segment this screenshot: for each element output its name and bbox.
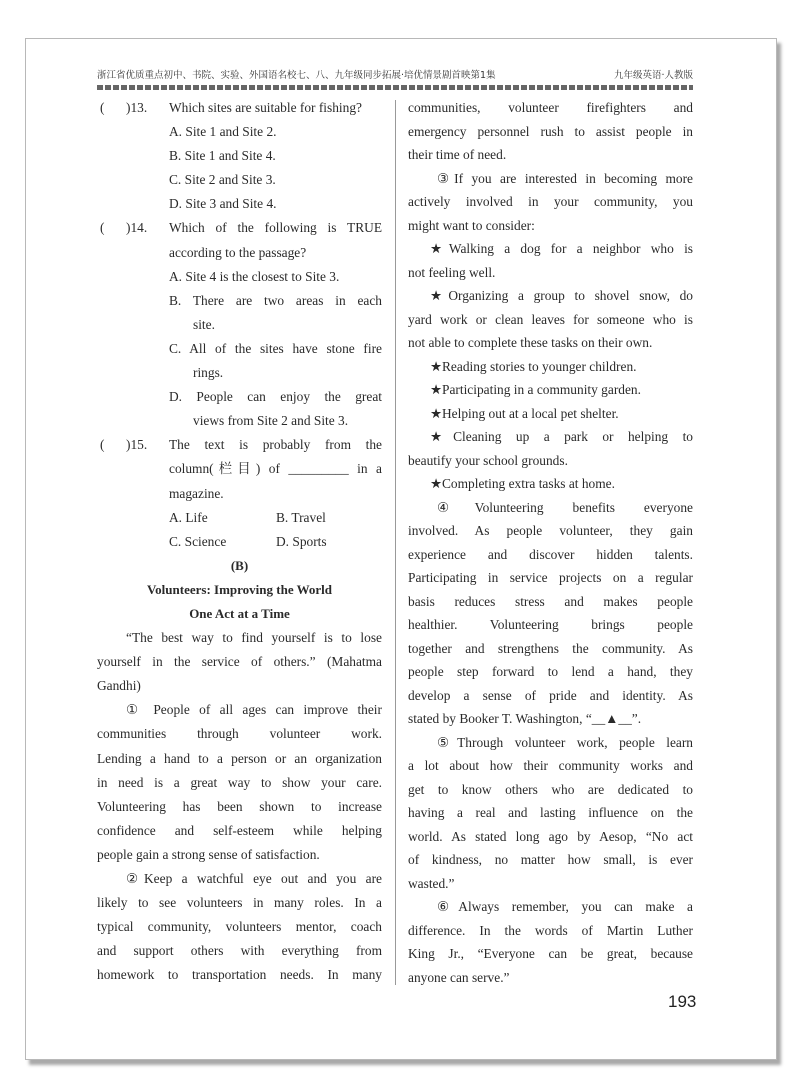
line-text: wasted.” (408, 875, 455, 891)
line-text: Lending a hand to a person or an organization (97, 750, 382, 766)
header-dashed-rule (97, 85, 693, 90)
line-text: world. As stated long ago by Aesop, “No act (408, 828, 693, 844)
line-text: their time of need. (408, 147, 507, 162)
option-line (97, 144, 382, 168)
option-line (97, 120, 382, 144)
para-line (408, 778, 693, 802)
line-text: Gandhi) (97, 678, 141, 694)
column-divider (395, 100, 396, 985)
option-text: D. Sports (276, 533, 327, 549)
answer-bracket: ( (100, 100, 105, 115)
para-line (408, 919, 693, 943)
option-text: A. Life (169, 509, 208, 525)
line-text: ★Helping out at a local pet shelter. (430, 405, 619, 421)
line-text: confidence and self-esteem while helping (97, 822, 382, 838)
header-edition: 九年级英语·人教版 (613, 70, 693, 81)
para-line (408, 754, 693, 778)
para-first-line (97, 626, 382, 650)
line-text: basis reduces stress and makes people (408, 593, 693, 609)
para-line (408, 214, 693, 238)
bullet-line (408, 237, 693, 261)
line-text: Participating in service projects on a regular (408, 570, 693, 585)
line-text: not able to complete these tasks on their own. (408, 335, 653, 350)
page-number: 193 (668, 992, 697, 1011)
answer-bracket: ( (100, 220, 105, 236)
left-column (97, 96, 382, 987)
option-line (97, 265, 382, 289)
line-text: yard work or clean leaves for someone who is (408, 311, 693, 327)
bullet-line (408, 378, 693, 402)
line-text: King Jr., “Everyone can be great, because (408, 946, 693, 961)
bullet-line (408, 472, 693, 496)
line-text: A. Site 1 and Site 2. (169, 124, 277, 140)
line-text: communities through volunteer work. (97, 726, 382, 742)
line-text: not feeling well. (408, 264, 496, 280)
line-text: having a real and lasting influence on the (408, 805, 693, 820)
line-text: a lot about how their community works and (408, 758, 693, 773)
para-line (97, 747, 382, 771)
para-line (408, 261, 693, 285)
para-line (97, 795, 382, 819)
line-text: column(栏目) of _________ in a (169, 461, 382, 477)
para-line (408, 684, 693, 708)
line-text: together and strengthens the community. As (408, 640, 693, 656)
para-line (97, 674, 382, 698)
line-text: ③If you are interested in becoming more (437, 170, 693, 186)
line-text: D. Site 3 and Site 4. (169, 196, 277, 212)
option-line (97, 385, 382, 409)
line-text: healthier. Volunteering brings people (408, 617, 693, 632)
para-line (408, 707, 693, 731)
para-first-line (97, 867, 382, 891)
para-line (97, 963, 382, 987)
para-line (408, 143, 693, 167)
line-text: typical community, volunteers mentor, coach (97, 919, 382, 935)
line-text: ★Reading stories to younger children. (430, 358, 637, 374)
line-text: anyone can serve.” (408, 969, 510, 985)
line-text: One Act at a Time (189, 605, 290, 621)
line-text: magazine. (169, 485, 224, 501)
line-text: people step forward to lend a hand, they (408, 664, 693, 679)
line-text: ②Keep a watchful eye out and you are (126, 871, 382, 886)
para-line (97, 650, 382, 674)
title-line (97, 602, 382, 626)
answer-bracket: ( (100, 437, 105, 453)
para-line (97, 722, 382, 746)
para-line (408, 449, 693, 473)
question-cont-line (97, 482, 382, 506)
option-line (97, 337, 382, 361)
line-text: The text is probably from the (169, 437, 382, 453)
line-text: difference. In the words of Martin Luther (408, 922, 693, 938)
line-text: ★Completing extra tasks at home. (430, 476, 615, 491)
title-line (97, 578, 382, 602)
para-line (97, 915, 382, 939)
question-line (97, 433, 382, 457)
bullet-line (408, 425, 693, 449)
line-text: get to know others who are dedicated to (408, 781, 693, 797)
para-first-line (408, 895, 693, 919)
para-line (97, 891, 382, 915)
line-text: stated by Booker T. Washington, “__▲__”. (408, 711, 642, 726)
line-text: ★Participating in a community garden. (430, 382, 641, 397)
line-text: A. Site 4 is the closest to Site 3. (169, 268, 340, 284)
line-text: emergency personnel rush to assist people in (408, 123, 693, 139)
option-cont-line (97, 361, 382, 385)
option-pair-line (97, 506, 382, 530)
para-line (97, 819, 382, 843)
line-text: Which of the following is TRUE (169, 220, 382, 236)
line-text: D. People can enjoy the great (169, 389, 382, 405)
question-number: )14. (126, 220, 148, 236)
line-text: Volunteers: Improving the World (146, 581, 333, 597)
bullet-line (408, 402, 693, 426)
para-line (97, 939, 382, 963)
question-number: )15. (126, 437, 148, 453)
para-first-line (97, 698, 382, 722)
line-text: ★Organizing a group to shovel snow, do (430, 288, 693, 303)
para-line (408, 331, 693, 355)
line-text: of kindness, no matter how small, is ever (408, 852, 693, 867)
option-text: B. Travel (276, 509, 326, 525)
line-text: C. All of the sites have stone fire (169, 340, 382, 356)
question-line (97, 216, 382, 240)
right-column (408, 96, 693, 989)
line-text: develop a sense of pride and identity. As (408, 687, 693, 703)
para-line (408, 613, 693, 637)
para-line (97, 771, 382, 795)
line-text: homework to transportation needs. In many (97, 967, 382, 983)
line-text: actively involved in your community, you (408, 194, 693, 209)
line-text: and support others with everything from (97, 943, 382, 959)
option-cont-line (97, 409, 382, 433)
bullet-line (408, 284, 693, 308)
para-line (408, 872, 693, 896)
line-text: views from Site 2 and Site 3. (193, 413, 349, 429)
line-text: ① People of all ages can improve their (126, 702, 382, 718)
line-text: ★Cleaning up a park or helping to (430, 429, 693, 444)
line-text: yourself in the service of others.” (Mahatma (97, 654, 382, 670)
question-cont-line (97, 457, 382, 481)
para-line (408, 190, 693, 214)
para-line (408, 942, 693, 966)
bullet-line (408, 355, 693, 379)
para-line (408, 543, 693, 567)
line-text: C. Site 2 and Site 3. (169, 172, 276, 188)
para-line (408, 308, 693, 332)
para-line (408, 637, 693, 661)
line-text: likely to see volunteers in many roles. In a (97, 895, 382, 911)
para-line (408, 519, 693, 543)
header-series-title: 浙江省优质重点初中、书院、实验、外国语名校七、八、九年级同步拓展·培优情景剧首映第1集 (97, 70, 496, 81)
line-text: “The best way to find yourself is to lose (126, 630, 382, 646)
line-text: communities, volunteer firefighters and (408, 100, 693, 115)
section-line (97, 554, 382, 578)
line-text: (B) (230, 557, 249, 573)
option-text: C. Science (169, 533, 227, 549)
option-line (97, 289, 382, 313)
line-text: experience and discover hidden talents. (408, 546, 693, 562)
option-line (97, 168, 382, 192)
line-text: B. Site 1 and Site 4. (169, 148, 276, 164)
question-number: )13. (126, 100, 148, 115)
line-text: ⑤Through volunteer work, people learn (437, 734, 693, 750)
option-pair-line (97, 530, 382, 554)
para-line (408, 966, 693, 990)
option-line (97, 192, 382, 216)
line-text: Which sites are suitable for fishing? (169, 100, 362, 115)
line-text: might want to consider: (408, 217, 535, 233)
line-text: Volunteering has been shown to increase (97, 798, 382, 814)
para-line (408, 120, 693, 144)
line-text: site. (193, 316, 215, 332)
para-line (97, 843, 382, 867)
line-text: people gain a strong sense of satisfaction. (97, 846, 320, 862)
line-text: in need is a great way to show your care. (97, 774, 382, 790)
para-line (408, 801, 693, 825)
line-text: beautify your school grounds. (408, 452, 568, 468)
question-cont-line (97, 241, 382, 265)
para-line (408, 825, 693, 849)
para-line (408, 566, 693, 590)
para-line (408, 590, 693, 614)
line-text: according to the passage? (169, 244, 307, 260)
para-first-line (408, 496, 693, 520)
question-line (97, 96, 382, 120)
para-line (408, 660, 693, 684)
line-text: involved. As people volunteer, they gain (408, 523, 693, 538)
option-cont-line (97, 313, 382, 337)
para-line (408, 96, 693, 120)
line-text: ⑥Always remember, you can make a (437, 899, 693, 914)
line-text: B. There are two areas in each (169, 292, 382, 308)
para-first-line (408, 731, 693, 755)
line-text: ④Volunteering benefits everyone (437, 499, 693, 515)
para-first-line (408, 167, 693, 191)
line-text: ★Walking a dog for a neighbor who is (430, 241, 693, 256)
line-text: rings. (193, 365, 224, 381)
para-line (408, 848, 693, 872)
